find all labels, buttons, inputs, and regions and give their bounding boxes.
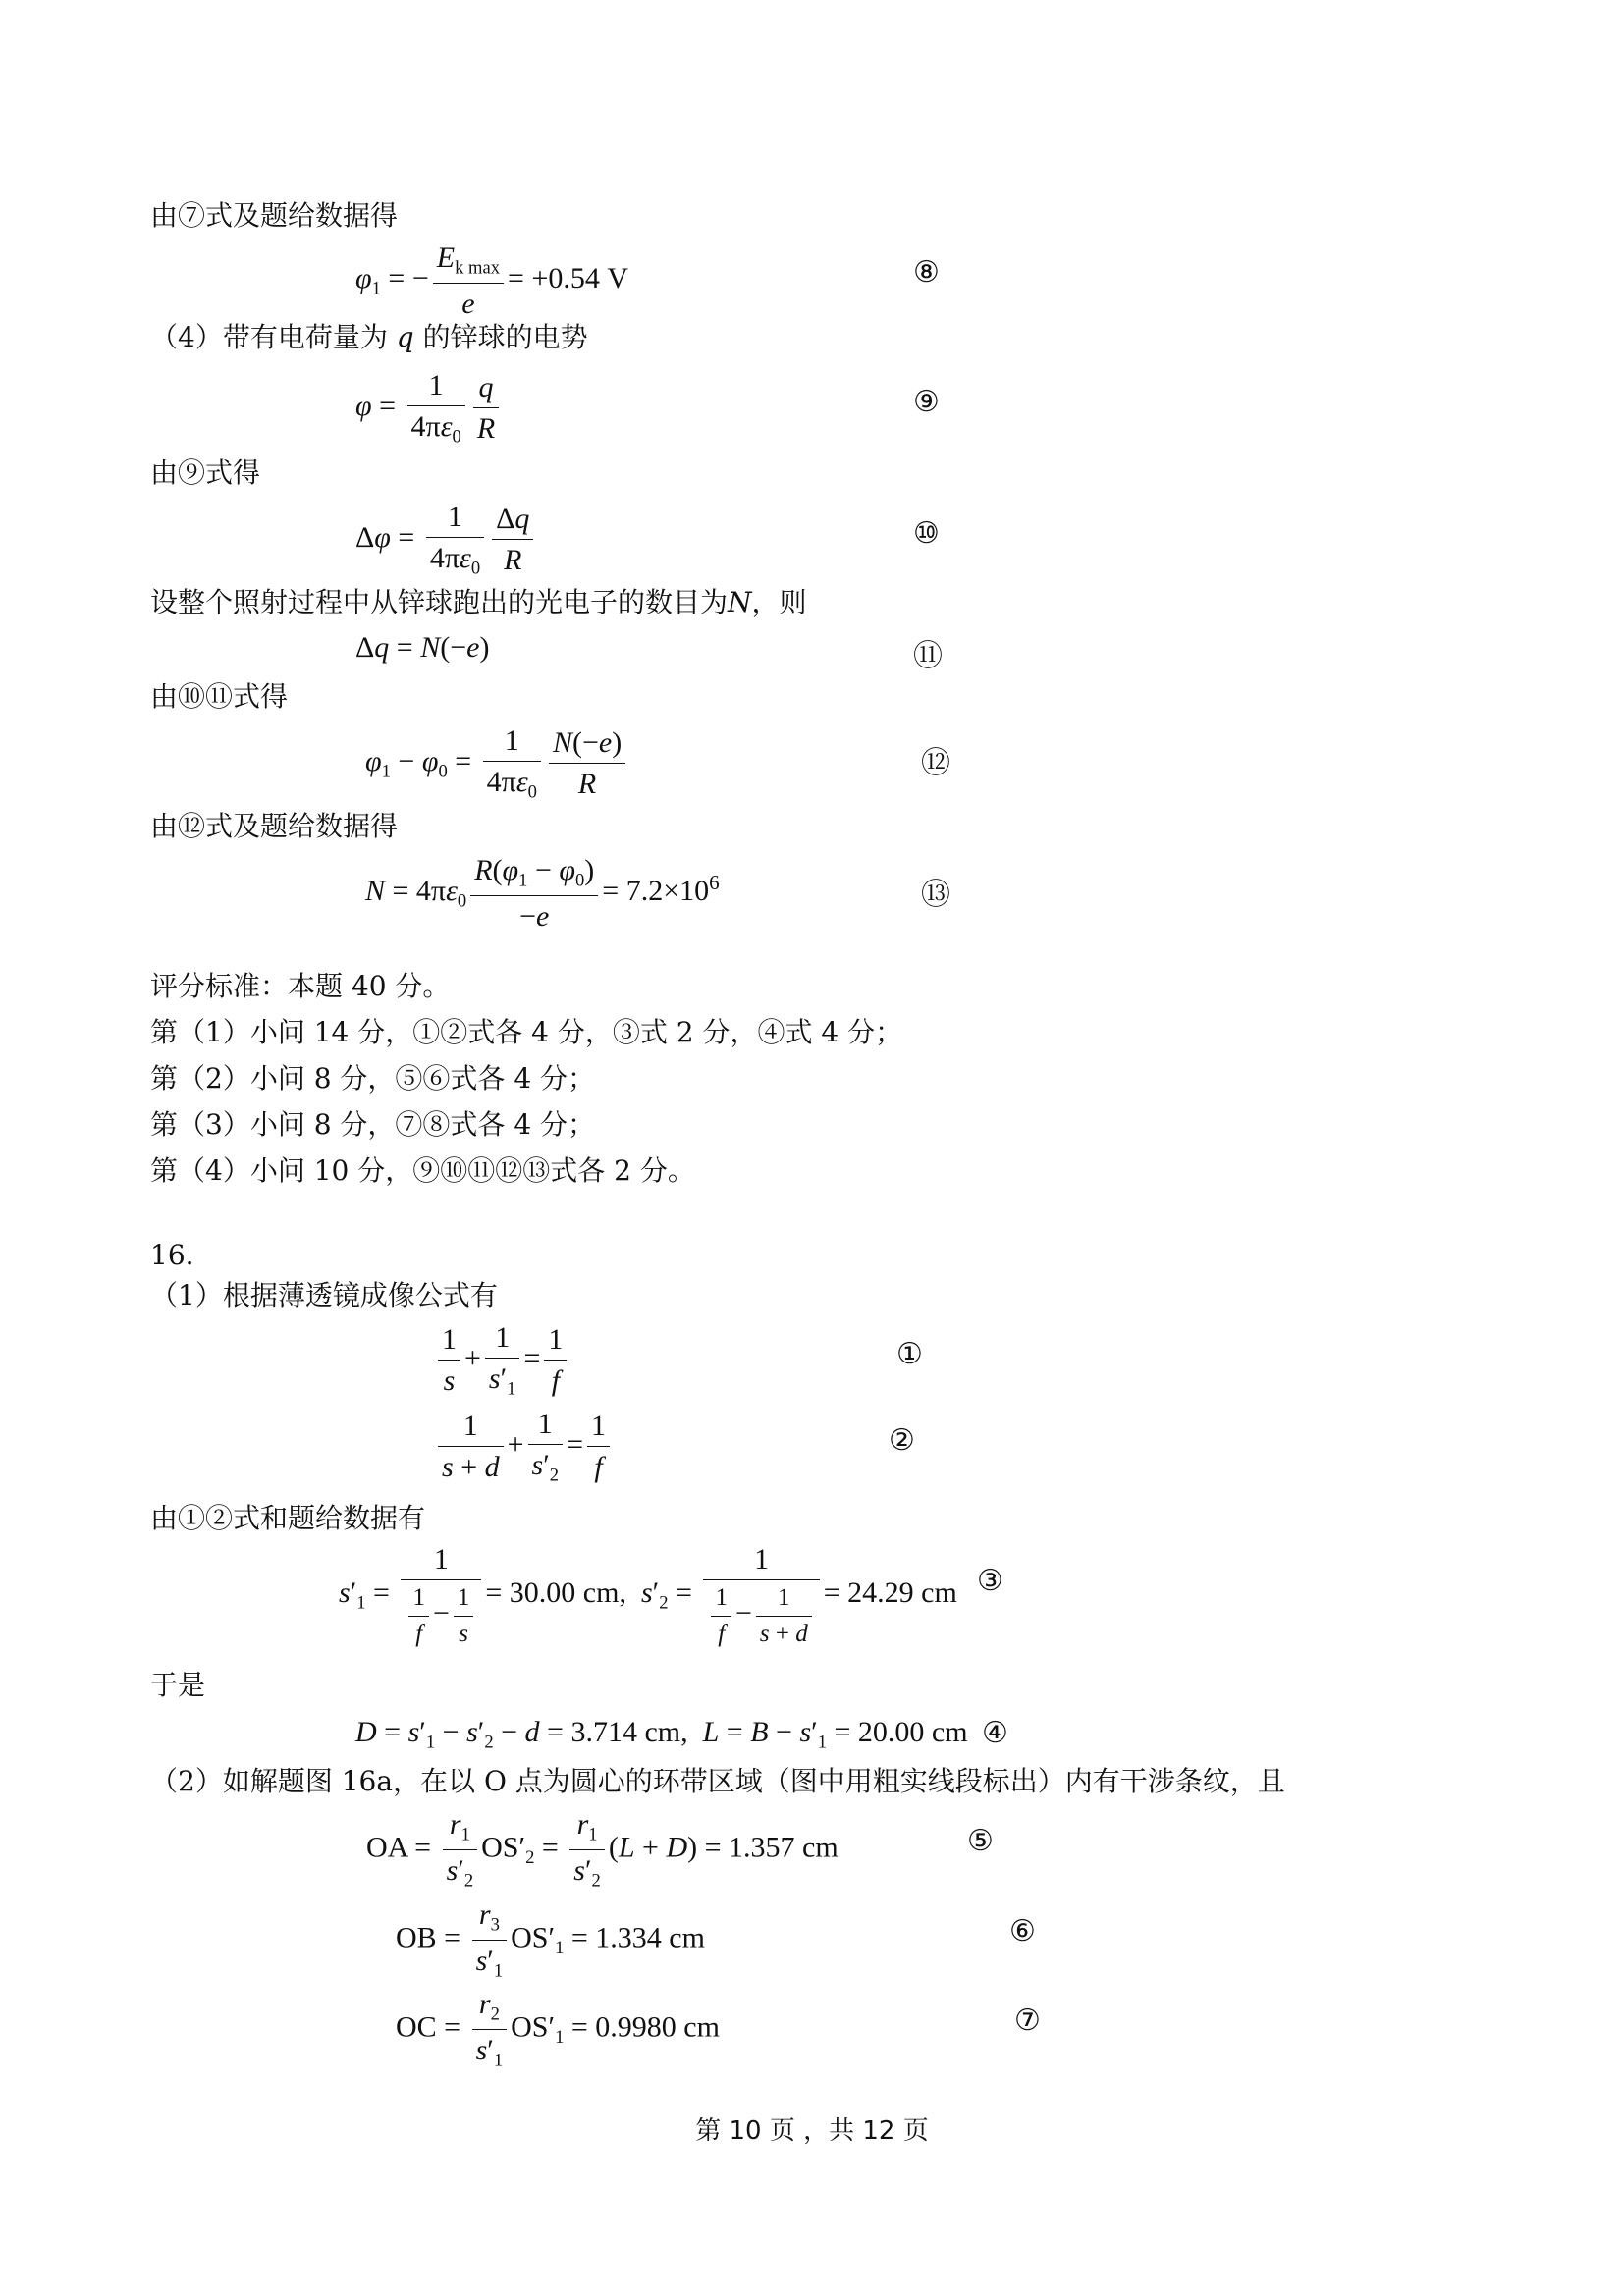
value-OB: = 1.334 cm [570,1921,705,1954]
value-s1-prime: = 30.00 cm, [485,1575,626,1609]
value-N: = 7.2×10 [602,874,710,907]
page-footer: 第 10 页 ，共 12 页 [695,2116,929,2146]
equation-tag-9: ⑨ [913,385,940,419]
text-line-2-a: （4）带有电荷量为 [150,321,388,353]
text-line-2: （4）带有电荷量为 q 的锌球的电势 [150,321,588,353]
equation-8: $\varphi_1$ = − $E_{k max}$ e = +0.54 V [355,241,629,320]
equation-12: $\varphi_1 - \varphi_0$ = $\frac{1}{4\pi\varepsilon_0}$ $\frac{N(-e)}{R}$ [365,724,629,803]
equation-tag-16-5: ⑤ [967,1824,994,1858]
problem-16-part-1: （1）根据薄透镜成像公式有 [150,1279,498,1311]
value-OA: = 1.357 cm [704,1831,839,1864]
equation-tag-10: ⑩ [913,516,940,551]
value-N-exponent: 6 [709,871,720,895]
equation-13: $N = 4\pi\varepsilon_0$ $\frac{R(\varphi_1 - \varphi_0)}{-e}$ = $7.2\times 10^6$ [365,854,720,933]
equation-tag-12: ⑫ [921,746,950,780]
equation-tag-16-2: ② [889,1423,915,1458]
scoring-line-4: 第（4）小问 10 分，⑨⑩⑪⑫⑬式各 2 分。 [150,1154,695,1187]
scoring-line-1: 第（1）小问 14 分，①②式各 4 分，③式 2 分，④式 4 分； [150,1016,903,1048]
equation-16-5: OA = $\frac{r_1}{s'_2}$ $OS'_2$ = $\frac{r_1}{s'_2}$ (L + D) = 1.357 cm [366,1808,839,1892]
value-L: = 20.00 cm [834,1716,968,1748]
equation-tag-16-7: ⑦ [1014,2003,1041,2038]
problem-number: 16. [150,1239,194,1271]
equation-tag-13: ⑬ [921,878,950,912]
text-line-5: 由⑩⑪式得 [150,680,289,713]
scoring-title: 评分标准：本题 40 分。 [150,970,451,1002]
problem-16-line-c: 于是 [150,1669,206,1701]
equation-16-3: $s'_1$ = 1 $\frac{1}{f}$ − $\frac{1}{s}$ = 30.00 cm, $s'_2$ = 1 $\frac{1}{f}$ − $\frac{1}{s + d}$ = 24.29 cm [339,1543,957,1647]
value-D: = 3.714 cm, [547,1716,688,1748]
text-line-6: 由⑫式及题给数据得 [150,810,399,842]
equation-tag-16-3: ③ [977,1564,1003,1598]
scoring-line-2: 第（2）小问 8 分，⑤⑥式各 4 分； [150,1062,596,1095]
equation-10: Δφ = $\frac{1}{4\pi\varepsilon_0}$ $\frac{\Delta q}{R}$ [355,501,537,579]
value-phi1: = +0.54 V [508,261,629,294]
value-s2-prime: = 24.29 cm [823,1575,957,1609]
equation-tag-16-6: ⑥ [1009,1914,1036,1949]
equation-16-7: OC = $\frac{r_2}{s'_1}$ $OS'_1 = 0.9980$ cm [396,1988,720,2071]
text-line-4: 设整个照射过程中从锌球跑出的光电子的数目为N，则 [150,586,807,618]
problem-16-line-b: 由①②式和题给数据有 [150,1502,426,1534]
equation-16-6: OB = $\frac{r_3}{s'_1}$ $OS'_1 = 1.334$ cm [396,1898,705,1982]
scoring-line-3: 第（3）小问 8 分，⑦⑧式各 4 分； [150,1108,596,1141]
text-line-2-b: 的锌球的电势 [422,321,588,353]
equation-tag-16-4: ④ [982,1716,1008,1750]
text-line-1: 由⑦式及题给数据得 [150,199,399,232]
equation-tag-8: ⑧ [913,255,940,290]
value-OC: = 0.9980 cm [570,2010,720,2044]
equation-11: Δq = N(−e) [355,631,490,664]
equation-16-2: $\frac{1}{s + d}$ + $\frac{1}{s'_2}$ = $\frac{1}{f}$ [434,1408,614,1486]
text-line-4-a: 设整个照射过程中从锌球跑出的光电子的数目为 [150,586,729,618]
equation-tag-11: ⑪ [913,639,943,673]
equation-9: φ = $\frac{1}{4\pi\varepsilon_0}$ $\frac{q}{R}$ [355,369,503,448]
problem-16-part-2: （2）如解题图 16a，在以 O 点为圆心的环带区域（图中用粗实线段标出）内有干涉条纹，且 [150,1765,1285,1797]
text-line-4-b: ，则 [751,586,807,618]
text-line-3: 由⑨式得 [150,456,261,489]
equation-tag-16-1: ① [896,1337,923,1371]
equation-16-1: $\frac{1}{s}$ + $\frac{1}{s'_1}$ = $\frac{1}{f}$ [434,1321,570,1400]
equation-16-4: $D = s'_1 - s'_2 - d = 3.714$ cm, $L = B - s'_1 = 20.00$ cm [355,1716,968,1753]
